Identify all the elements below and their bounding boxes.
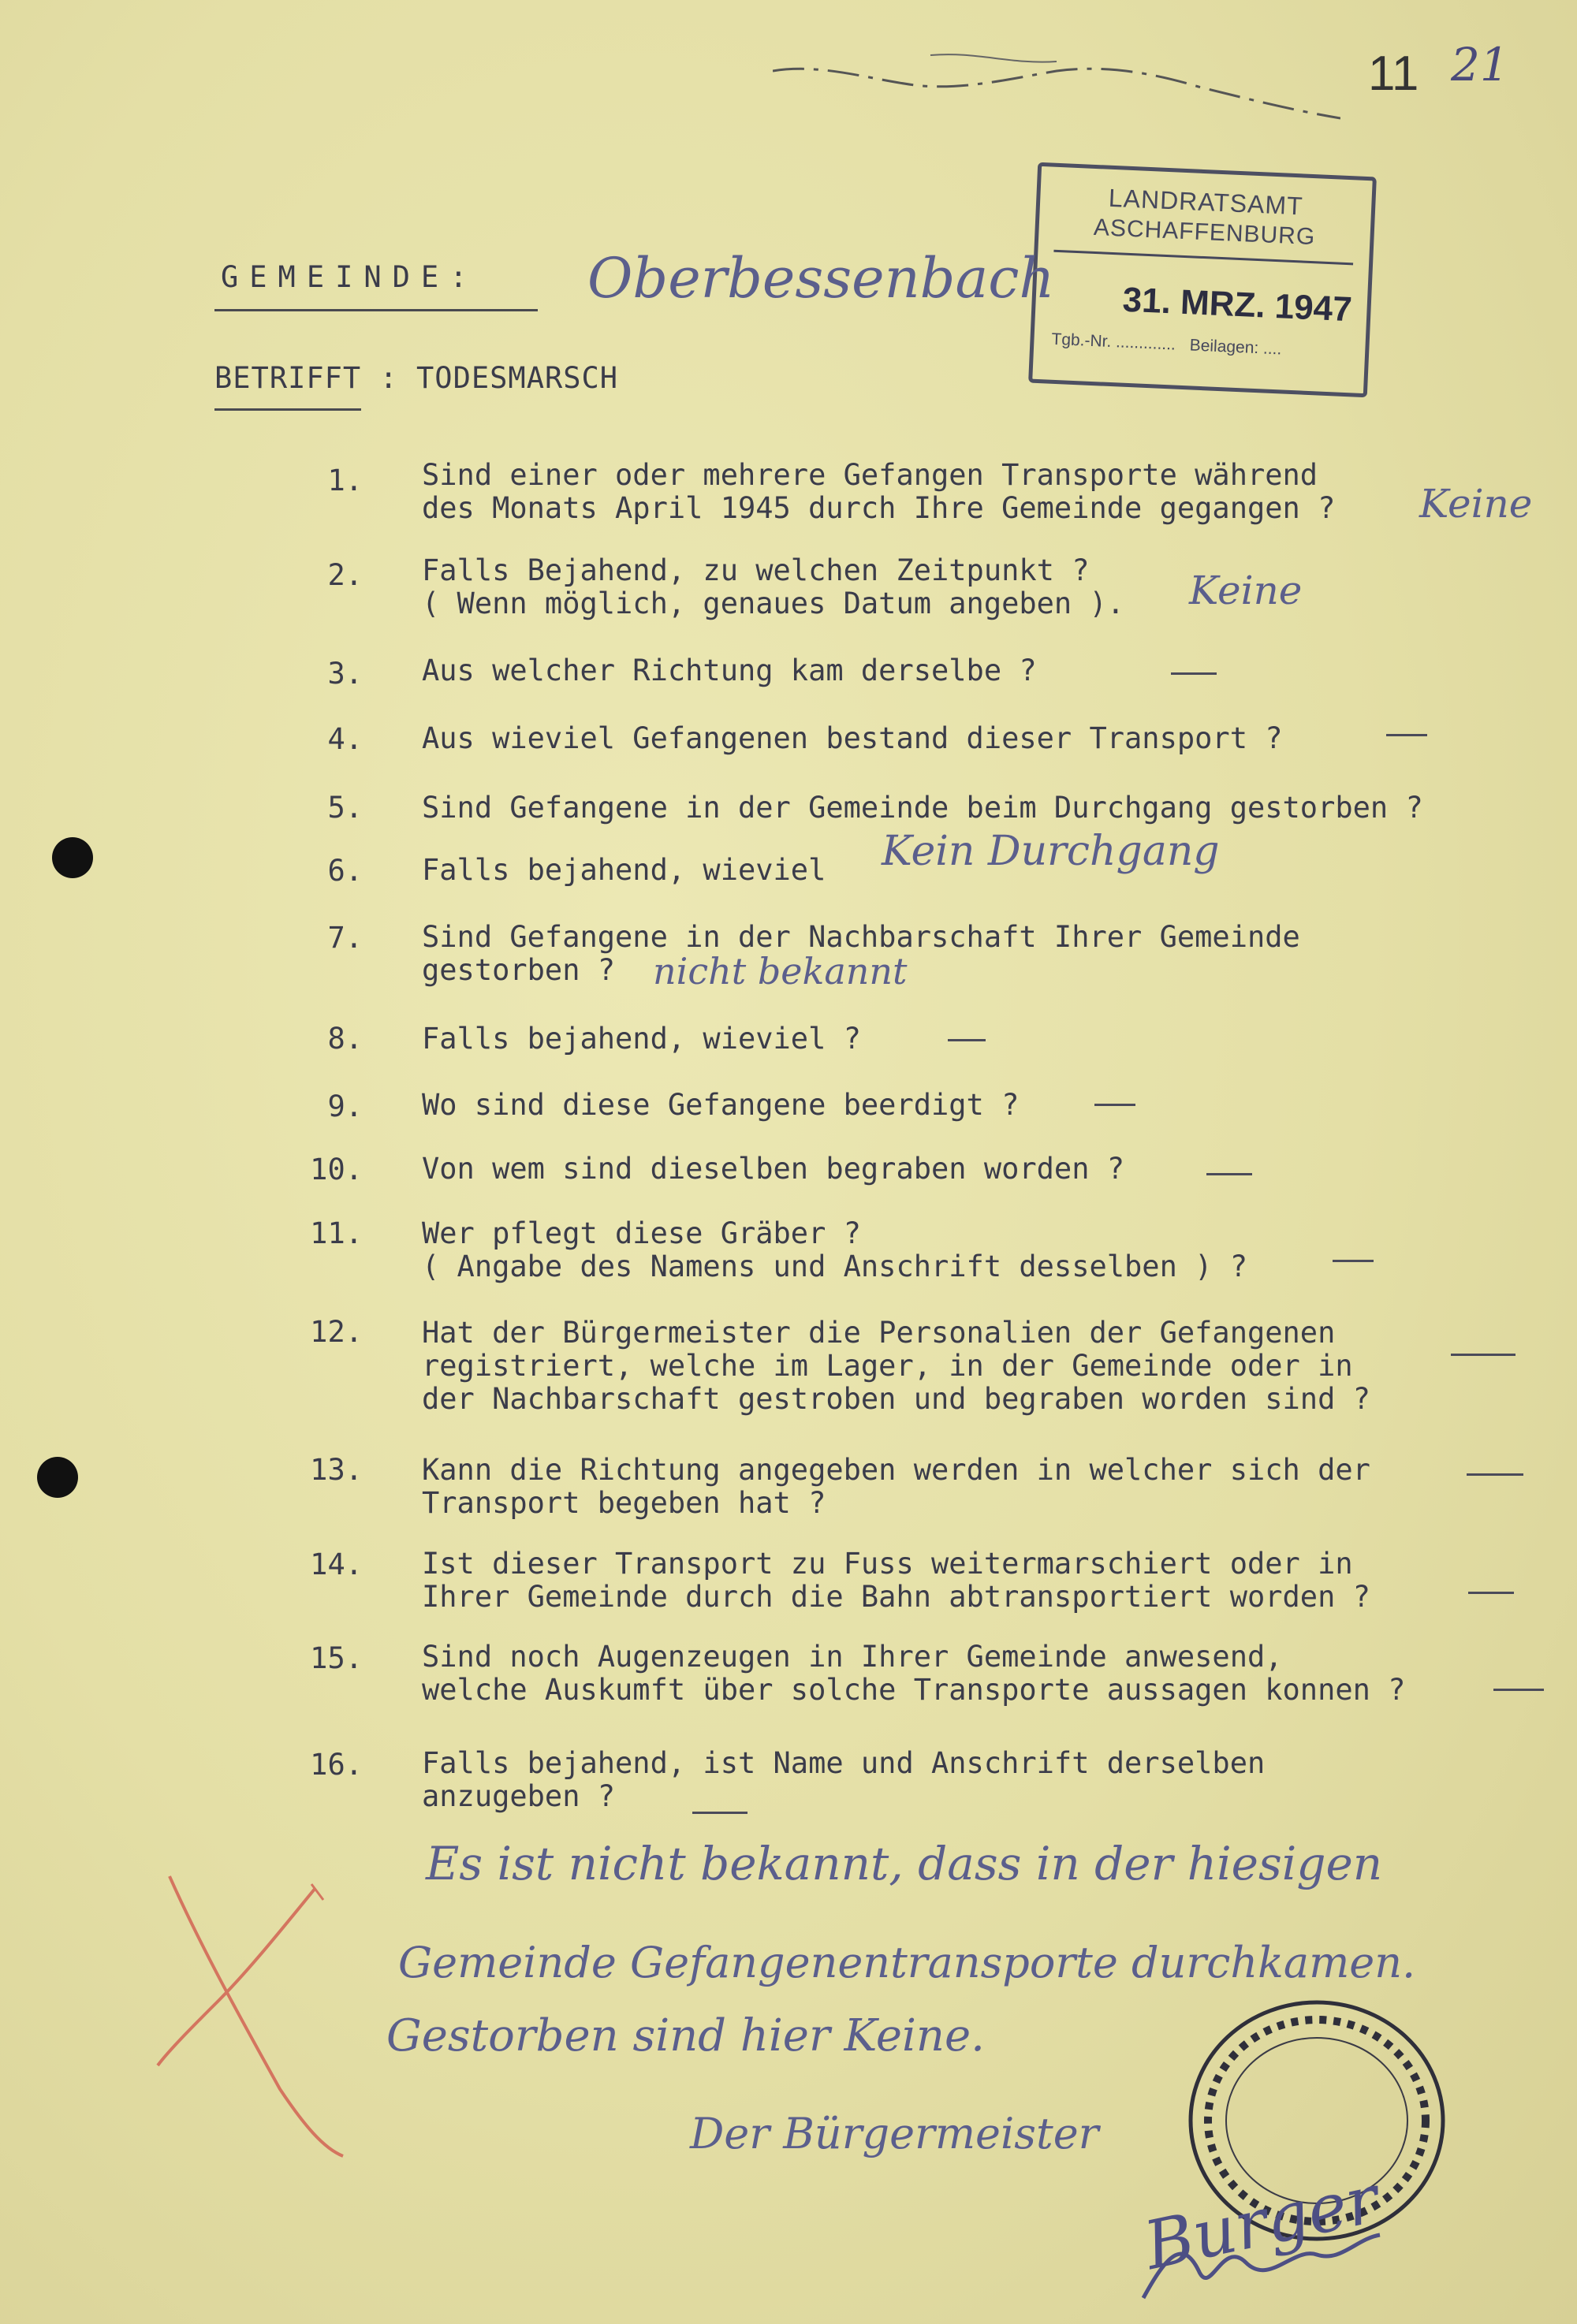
signature-title: Der Bürgermeister <box>690 2109 1099 2158</box>
stamp-tgb: Tgb.-Nr. ............. <box>1051 330 1176 354</box>
closing-note-line-2: Gemeinde Gefangenentransporte durchkamen. <box>398 1938 1416 1987</box>
stamp-divider <box>1053 250 1353 266</box>
stamp-footer <box>1051 330 1282 359</box>
answer-dash <box>692 1812 747 1814</box>
question-number: 6. <box>327 854 363 888</box>
signature-stroke <box>1135 2223 1388 2310</box>
stamp-city: ASCHAFFENBURG <box>1093 214 1316 251</box>
answer-dash <box>1493 1689 1544 1691</box>
top-scribble <box>773 24 1340 126</box>
question-number: 8. <box>327 1022 363 1056</box>
handwritten-signature: Burger <box>1138 2159 1385 2285</box>
question-text: Von wem sind dieselben begraben worden ? <box>422 1152 1125 1186</box>
question-number: 2. <box>327 558 363 592</box>
gemeinde-underline <box>214 309 538 311</box>
question-number: 13. <box>310 1453 363 1487</box>
question-text: Hat der Bürgermeister die Personalien der Gefangenen registriert, welche im Lager, in der Gemeinde oder in der Nachbarschaft gestroben und begraben worden sind ? <box>422 1316 1370 1416</box>
question-text: Sind einer oder mehrere Gefangen Transporte während des Monats April 1945 durch Ihre Gemeinde gegangen ? <box>422 458 1336 525</box>
betrifft-underline <box>214 408 361 411</box>
question-number: 5. <box>327 791 363 825</box>
answer-dash <box>1171 672 1217 675</box>
question-text: Falls bejahend, ist Name und Anschrift derselben anzugeben ? <box>422 1746 1266 1813</box>
gemeinde-label: GEMEINDE: <box>221 260 479 294</box>
question-number: 16. <box>310 1748 363 1782</box>
question-text: Ist dieser Transport zu Fuss weitermarschiert oder in Ihrer Gemeinde durch die Bahn abtransportiert worden ? <box>422 1547 1370 1614</box>
answer-dash <box>1467 1473 1523 1476</box>
question-number: 1. <box>327 464 363 497</box>
closing-note-line-1: Es ist nicht bekannt, dass in der hiesigen <box>426 1837 1383 1890</box>
question-number: 12. <box>310 1315 363 1349</box>
question-answer: nicht bekannt <box>653 950 908 993</box>
closing-note-line-3: Gestorben sind hier Keine. <box>386 2010 985 2061</box>
question-number: 9. <box>327 1089 363 1123</box>
answer-dash <box>1451 1354 1515 1356</box>
question-text: Falls bejahend, wieviel <box>422 853 826 887</box>
question-number: 3. <box>327 657 363 691</box>
question-number: 10. <box>310 1153 363 1186</box>
question-text: Wo sind diese Gefangene beerdigt ? <box>422 1088 1020 1122</box>
handwritten-page-number: 21 <box>1451 38 1509 91</box>
answer-dash <box>1386 734 1427 736</box>
question-text: Sind Gefangene in der Gemeinde beim Durchgang gestorben ? <box>422 791 1423 825</box>
punch-hole-bottom <box>37 1457 78 1498</box>
question-number: 11. <box>310 1216 363 1250</box>
question-text: Wer pflegt diese Gräber ? ( Angabe des Namens und Anschrift desselben ) ? <box>422 1216 1247 1283</box>
question-number: 7. <box>327 921 363 955</box>
page-number: 11 <box>1368 47 1419 101</box>
punch-hole-top <box>52 837 93 878</box>
answer-dash <box>1333 1260 1374 1262</box>
question-answer: Keine <box>1419 481 1533 527</box>
question-answer: Keine <box>1189 568 1303 613</box>
question-text: Aus welcher Richtung kam derselbe ? <box>422 654 1037 687</box>
question-number: 14. <box>310 1547 363 1581</box>
question-text: Falls Bejahend, zu welchen Zeitpunkt ? ( Wenn möglich, genaues Datum angeben ). <box>422 553 1125 620</box>
question-text: Falls bejahend, wieviel ? <box>422 1022 861 1056</box>
question-text: Kann die Richtung angegeben werden in welcher sich der Transport begeben hat ? <box>422 1453 1370 1520</box>
stamp-office: LANDRATSAMT <box>1108 183 1304 221</box>
answer-dash <box>1468 1592 1514 1594</box>
question-answer: Kein Durchgang <box>882 828 1220 875</box>
question-number: 4. <box>327 722 363 756</box>
answer-dash <box>1206 1173 1252 1175</box>
question-text: Sind noch Augenzeugen in Ihrer Gemeinde anwesend, welche Auskumft über solche Transporte aussagen konnen ? <box>422 1640 1406 1707</box>
question-text: Aus wieviel Gefangenen bestand dieser Transport ? <box>422 721 1283 755</box>
answer-dash <box>948 1039 986 1041</box>
gemeinde-value: Oberbessenbach <box>587 246 1055 311</box>
stamp-date: 31. MRZ. 1947 <box>1121 280 1353 330</box>
stamp-beilagen: Beilagen: .... <box>1189 336 1282 359</box>
question-text: Sind Gefangene in der Nachbarschaft Ihrer Gemeinde gestorben ? <box>422 920 1300 987</box>
betrifft-label: BETRIFFT : TODESMARSCH <box>214 361 619 395</box>
red-pencil-mark <box>154 1853 367 2160</box>
question-number: 15. <box>310 1641 363 1675</box>
landratsamt-stamp <box>1028 162 1377 397</box>
answer-dash <box>1094 1104 1135 1106</box>
